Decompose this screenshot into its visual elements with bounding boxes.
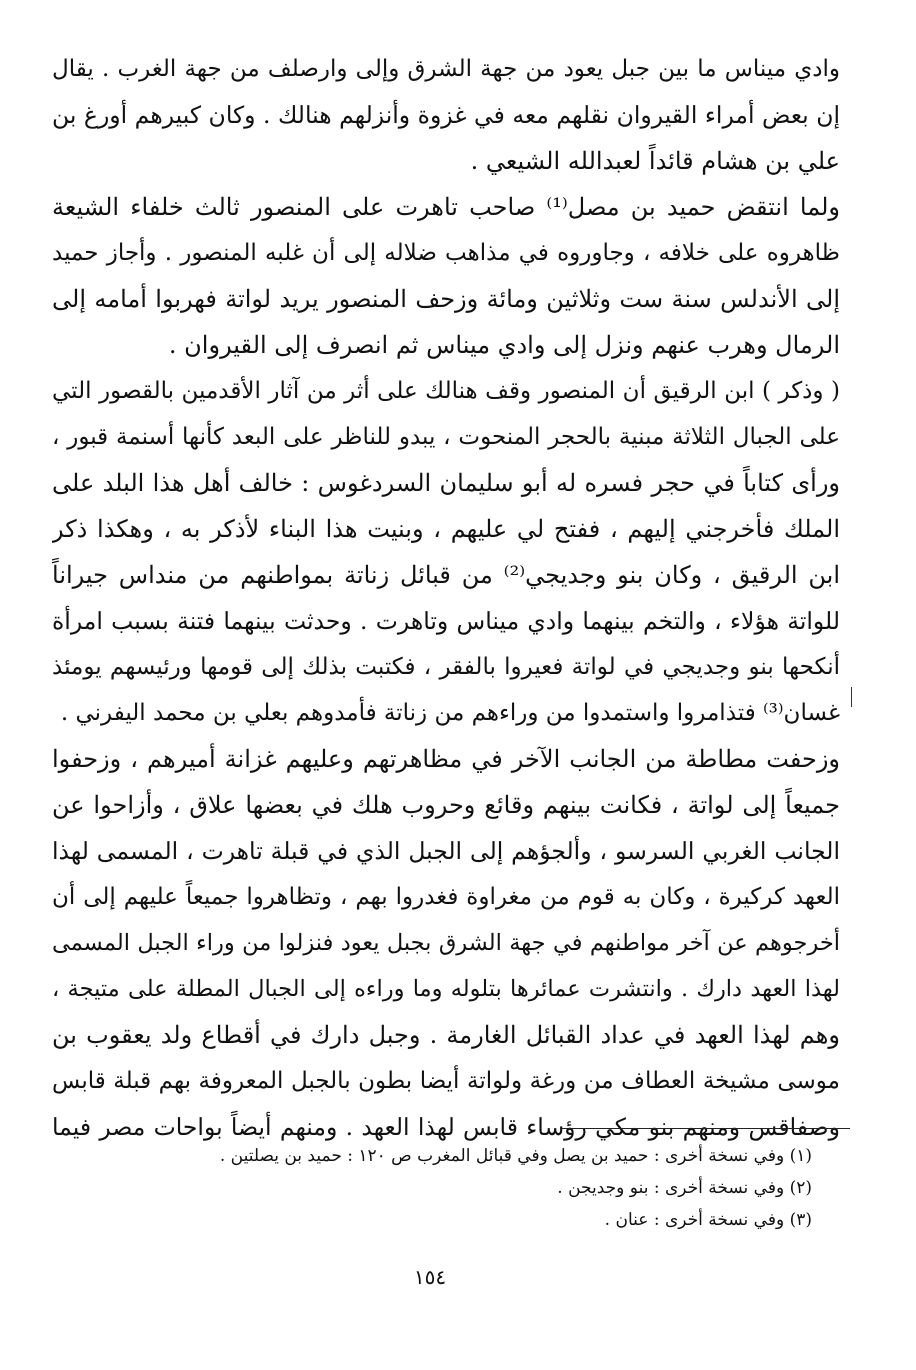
text-line: غسان⁽³⁾ فتذامروا واستمدوا من وراءهم من زناتة فأمدوهم بعلي بن محمد اليفرني . xyxy=(60,700,840,726)
text-line: أنكحها بنو وجديجي في لواتة فعيروا بالفقر ، فكتبت بذلك إلى قومها ورئيسهم يومئذ xyxy=(52,654,840,680)
margin-mark xyxy=(851,687,852,707)
text-line: ورأى كتاباً في حجر فسره له أبو سليمان السردغوس : خالف أهل هذا البلد على xyxy=(52,469,840,497)
footnote: (٣) وفي نسخة أخرى : عنان . xyxy=(604,1210,812,1230)
text-line: على الجبال الثلاثة مبنية بالحجر المنحوت ، يبدو للناظر على البعد كأنها أسنمة قبور ، xyxy=(52,424,840,450)
text-line: العهد كركيرة ، وكان به قوم من مغراوة فغدروا بهم ، وتظاهروا جميعاً عليهم إلى أن xyxy=(52,884,840,910)
text-line: الملك فأخرجني إليهم ، ففتح لي عليهم ، وبنيت هذا البناء لأذكر به ، وهكذا ذكر xyxy=(52,515,840,543)
text-line: وصفاقس ومنهم بنو مكي رؤساء قابس لهذا العهد . ومنهم أيضاً بواحات مصر فيما xyxy=(52,1113,840,1141)
text-line: وادي ميناس ما بين جبل يعود من جهة الشرق وإلى وارصلف من جهة الغرب . يقال xyxy=(52,56,840,82)
text-line: إلى الأندلس سنة ست وثلاثين ومائة وزحف المنصور يريد لواتة فهربوا أمامه إلى xyxy=(52,285,840,313)
text-line: للواتة هؤلاء ، والتخم بينهما وادي ميناس وتاهرت . وحدثت بينهما فتنة بسبب امرأة xyxy=(52,607,840,635)
text-line: ولما انتقض حميد بن مصل⁽¹⁾ صاحب تاهرت على المنصور ثالث خلفاء الشيعة xyxy=(52,193,840,221)
footnote: (١) وفي نسخة أخرى : حميد بن يصل وفي قبائل المغرب ص ١٢٠ : حميد بن يصلتين . xyxy=(219,1146,812,1166)
text-line: علي بن هشام قائداً لعبدالله الشيعي . xyxy=(470,147,840,175)
text-line: جميعاً إلى لواتة ، فكانت بينهم وقائع وحروب هلك في بعضها علاق ، وأزاحوا عن xyxy=(52,791,840,819)
text-line: موسى مشيخة العطاف من ورغة ولواتة أيضا بطون بالجبل المعروفة بهم قبلة قابس xyxy=(52,1068,840,1094)
footnote: (٢) وفي نسخة أخرى : بنو وجديجن . xyxy=(557,1178,812,1198)
main-text xyxy=(52,46,840,1150)
text-line: ظاهروه على خلافه ، وجاوروه في مذاهب ضلاله إلى أن غلبه المنصور . وأجاز حميد xyxy=(52,240,840,266)
text-line: الجانب الغربي السرسو ، وألجؤهم إلى الجبل الذي في قبلة تاهرت ، المسمى لهذا xyxy=(52,837,840,865)
text-line: وزحفت مطاطة من الجانب الآخر في مظاهرتهم وعليهم غزانة أميرهم ، وزحفوا xyxy=(52,745,840,773)
text-line: ابن الرقيق ، وكان بنو وجديجي⁽²⁾ من قبائل زناتة بمواطنهم من منداس جيراناً xyxy=(52,561,840,589)
text-line: ( وذكر ) ابن الرقيق أن المنصور وقف هنالك على أثر من آثار الأقدمين بالقصور التي xyxy=(52,378,840,404)
page-number: ١٥٤ xyxy=(413,1265,447,1289)
text-line: لهذا العهد دارك . وانتشرت عمائرها بتلوله وما وراءه إلى الجبال المطلة على متيجة ، xyxy=(52,976,840,1002)
footnote-divider xyxy=(560,1128,850,1129)
footnotes xyxy=(100,1140,812,1236)
text-line: الرمال وهرب عنهم ونزل إلى وادي ميناس ثم انصرف إلى القيروان . xyxy=(168,331,840,359)
text-line: إن بعض أمراء القيروان نقلهم معه في غزوة وأنزلهم هنالك . وكان كبيرهم أورغ بن xyxy=(52,101,840,129)
text-line: أخرجوهم عن آخر مواطنهم في جهة الشرق بجبل يعود فنزلوا من وراء الجبل المسمى xyxy=(52,930,840,956)
text-line: وهم لهذا العهد في عداد القبائل الغارمة . وجبل دارك في أقطاع ولد يعقوب بن xyxy=(52,1021,840,1049)
